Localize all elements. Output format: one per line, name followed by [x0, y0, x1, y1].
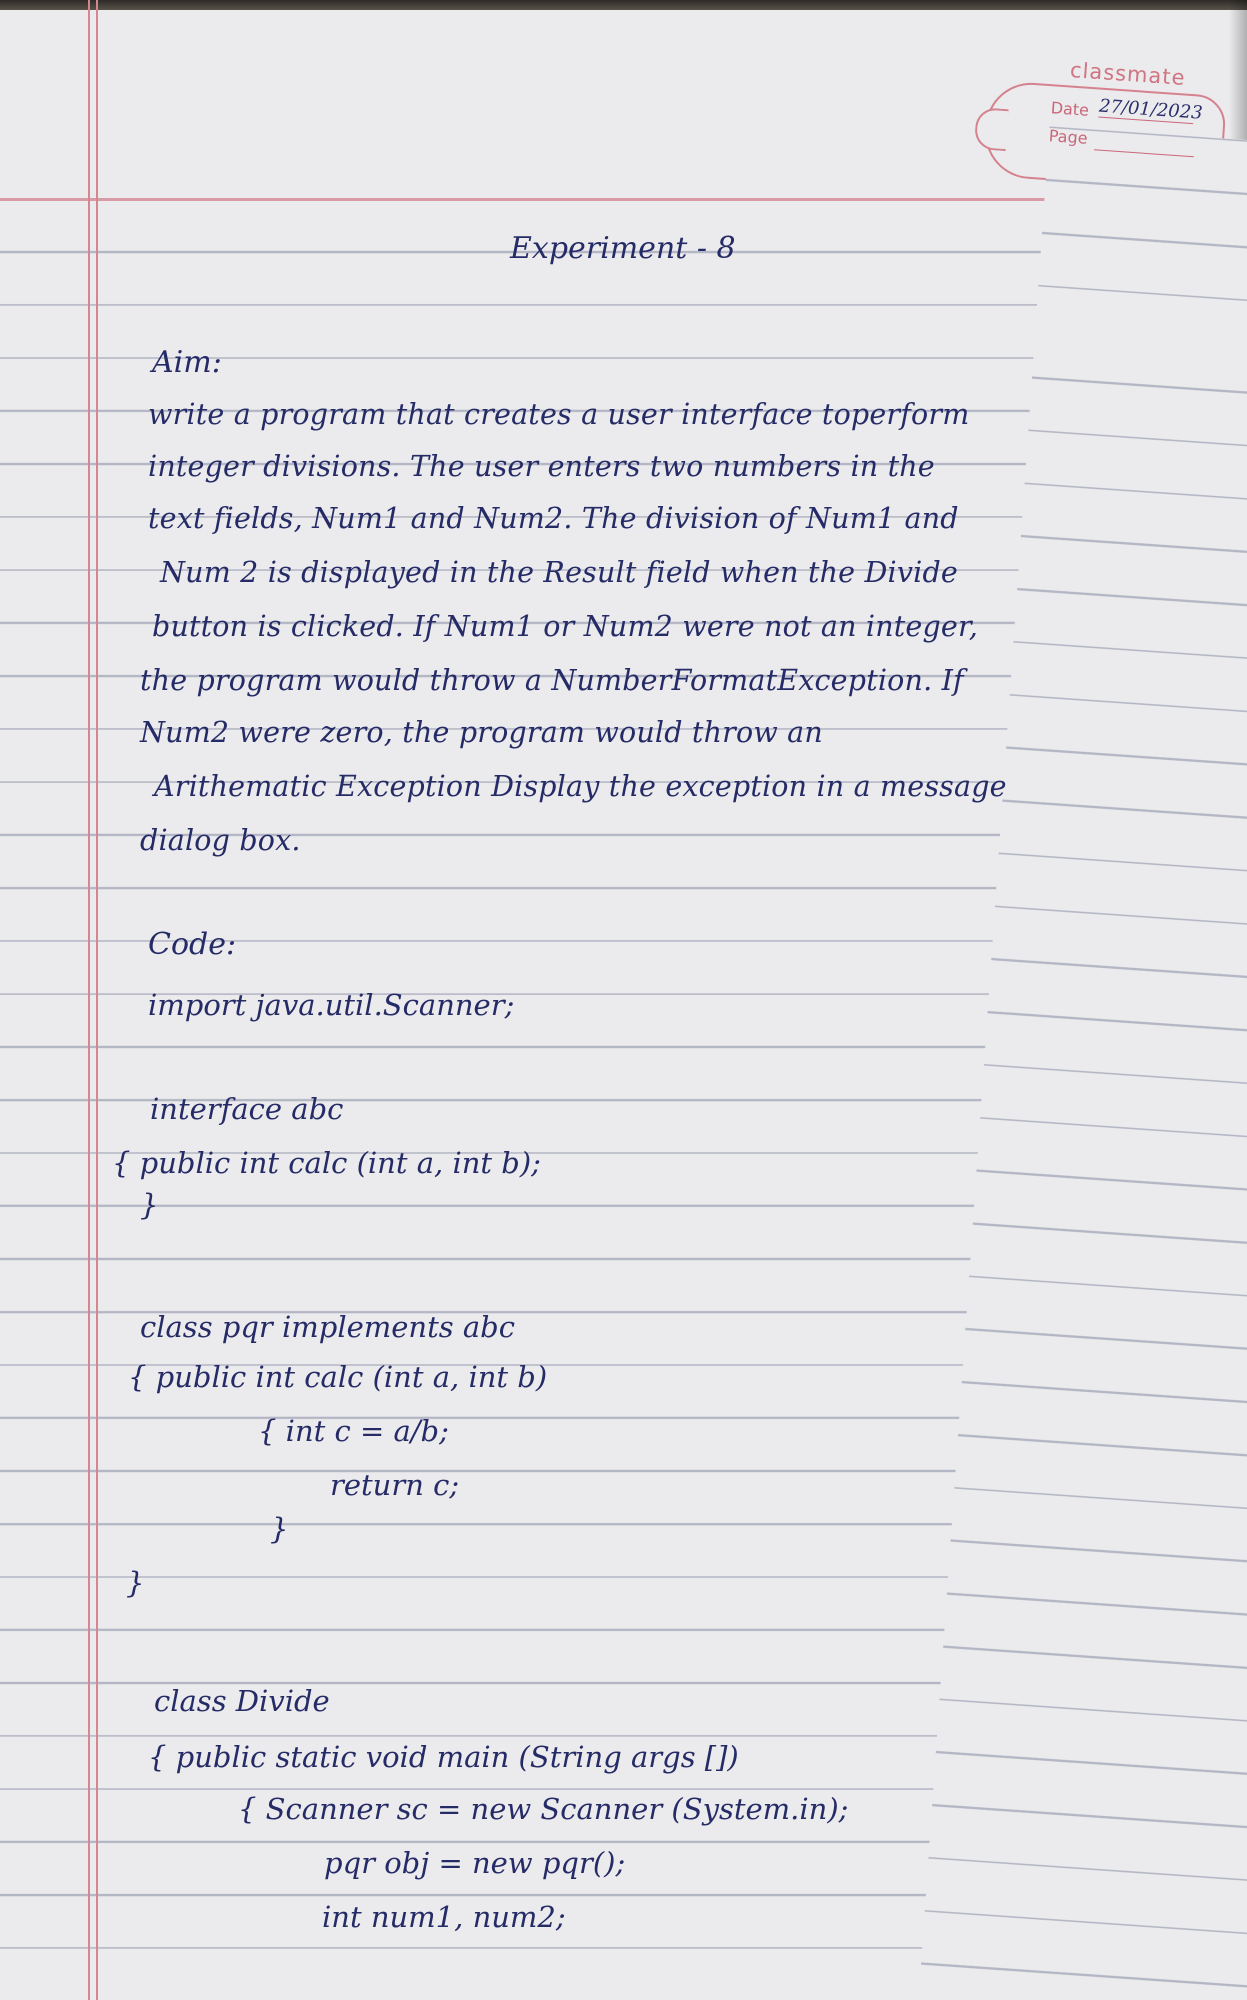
code-line: }	[140, 1188, 159, 1222]
brand-logo-text: classmate	[1069, 57, 1187, 91]
experiment-title: Experiment - 8	[510, 231, 736, 266]
aim-line: integer divisions. The user enters two numbers in the	[148, 450, 935, 483]
code-line: }	[126, 1566, 145, 1600]
date-label: Date	[1050, 98, 1090, 120]
code-line: import java.util.Scanner;	[148, 988, 515, 1022]
page-top-shadow	[0, 0, 1247, 10]
date-value: 27/01/2023	[1098, 95, 1204, 124]
aim-line: dialog box.	[140, 824, 301, 857]
aim-label: Aim:	[152, 345, 222, 380]
code-label: Code:	[148, 927, 237, 962]
aim-line: write a program that creates a user interface toperform	[148, 398, 970, 431]
aim-line: Num 2 is displayed in the Result field when the Divide	[160, 556, 958, 589]
margin-line	[96, 0, 98, 2000]
aim-line: the program would throw a NumberFormatException. If	[140, 664, 964, 697]
code-line: pqr obj = new pqr();	[324, 1846, 626, 1880]
code-line: return c;	[330, 1468, 460, 1502]
code-line: class Divide	[154, 1684, 330, 1718]
code-line: }	[270, 1512, 289, 1546]
code-line: { public int calc (int a, int b)	[128, 1360, 548, 1394]
code-line: { public static void main (String args [])	[148, 1740, 739, 1774]
aim-line: Num2 were zero, the program would throw an	[140, 716, 823, 749]
code-line: { public int calc (int a, int b);	[112, 1146, 541, 1180]
code-line: { int c = a/b;	[258, 1414, 449, 1448]
code-line: class pqr implements abc	[140, 1310, 515, 1344]
code-line: int num1, num2;	[322, 1900, 566, 1934]
date-page-box	[982, 80, 1227, 192]
aim-line: Arithematic Exception Display the exception in a message	[154, 770, 1007, 803]
code-line: interface abc	[150, 1092, 344, 1126]
page-label: Page	[910, 126, 1247, 2000]
margin-line	[88, 0, 90, 2000]
code-line: { Scanner sc = new Scanner (System.in);	[238, 1792, 849, 1826]
aim-line: text fields, Num1 and Num2. The division of Num1 and	[148, 502, 959, 535]
aim-line: button is clicked. If Num1 or Num2 were not an integer,	[152, 610, 978, 643]
